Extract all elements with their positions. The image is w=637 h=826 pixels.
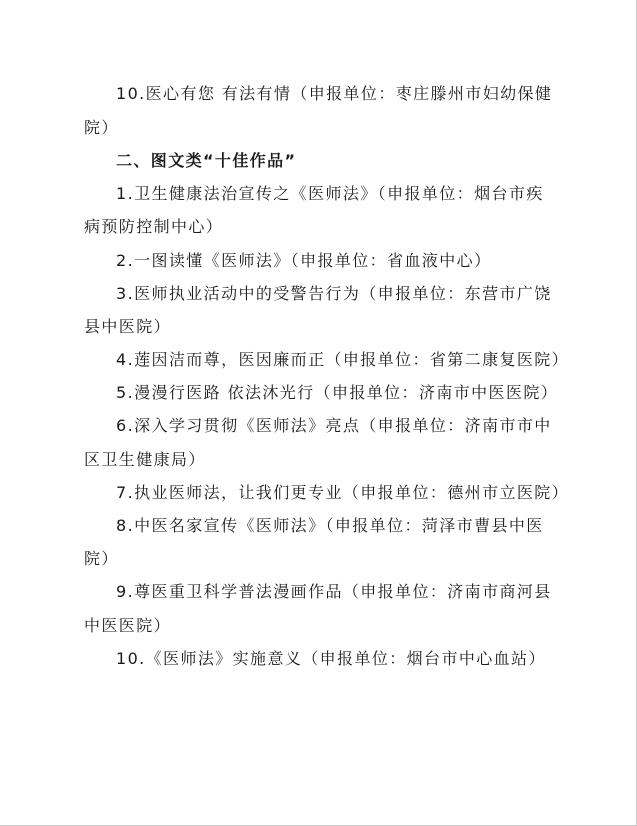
item-1-line-1: 1.卫生健康法治宣传之《医师法》（申报单位：烟台市疾: [116, 184, 544, 203]
item-8-line-1: 8.中医名家宣传《医师法》（申报单位：菏泽市曹县中医: [116, 516, 544, 535]
item-6-line-2: 区卫生健康局）: [84, 450, 206, 469]
entry-10-line-1: 10.医心有您 有法有情（申报单位：枣庄滕州市妇幼保健: [116, 84, 553, 103]
item-4: 4.莲因洁而尊，医因廉而正（申报单位：省第二康复医院）: [116, 350, 570, 369]
item-7: 7.执业医师法，让我们更专业（申报单位：德州市立医院）: [116, 483, 570, 502]
item-3-line-1: 3.医师执业活动中的受警告行为（申报单位：东营市广饶: [116, 284, 552, 303]
item-9-line-1: 9.尊医重卫科学普法漫画作品（申报单位：济南市商河县: [116, 582, 552, 601]
item-10: 10.《医师法》实施意义（申报单位：烟台市中心血站）: [116, 649, 546, 668]
item-6-line-1: 6.深入学习贯彻《医师法》亮点（申报单位：济南市市中: [116, 416, 552, 435]
entry-10-line-2: 院）: [84, 118, 119, 137]
section-heading: 二、图文类“十佳作品”: [116, 151, 297, 170]
item-9-line-2: 中医医院）: [84, 616, 172, 635]
item-1-line-2: 病预防控制中心）: [84, 217, 224, 236]
item-2: 2.一图读懂《医师法》（申报单位：省血液中心）: [116, 251, 492, 270]
item-8-line-2: 院）: [84, 549, 119, 568]
item-5: 5.漫漫行医路 依法沐光行（申报单位：济南市中医医院）: [116, 383, 559, 402]
item-3-line-2: 县中医院）: [84, 317, 172, 336]
